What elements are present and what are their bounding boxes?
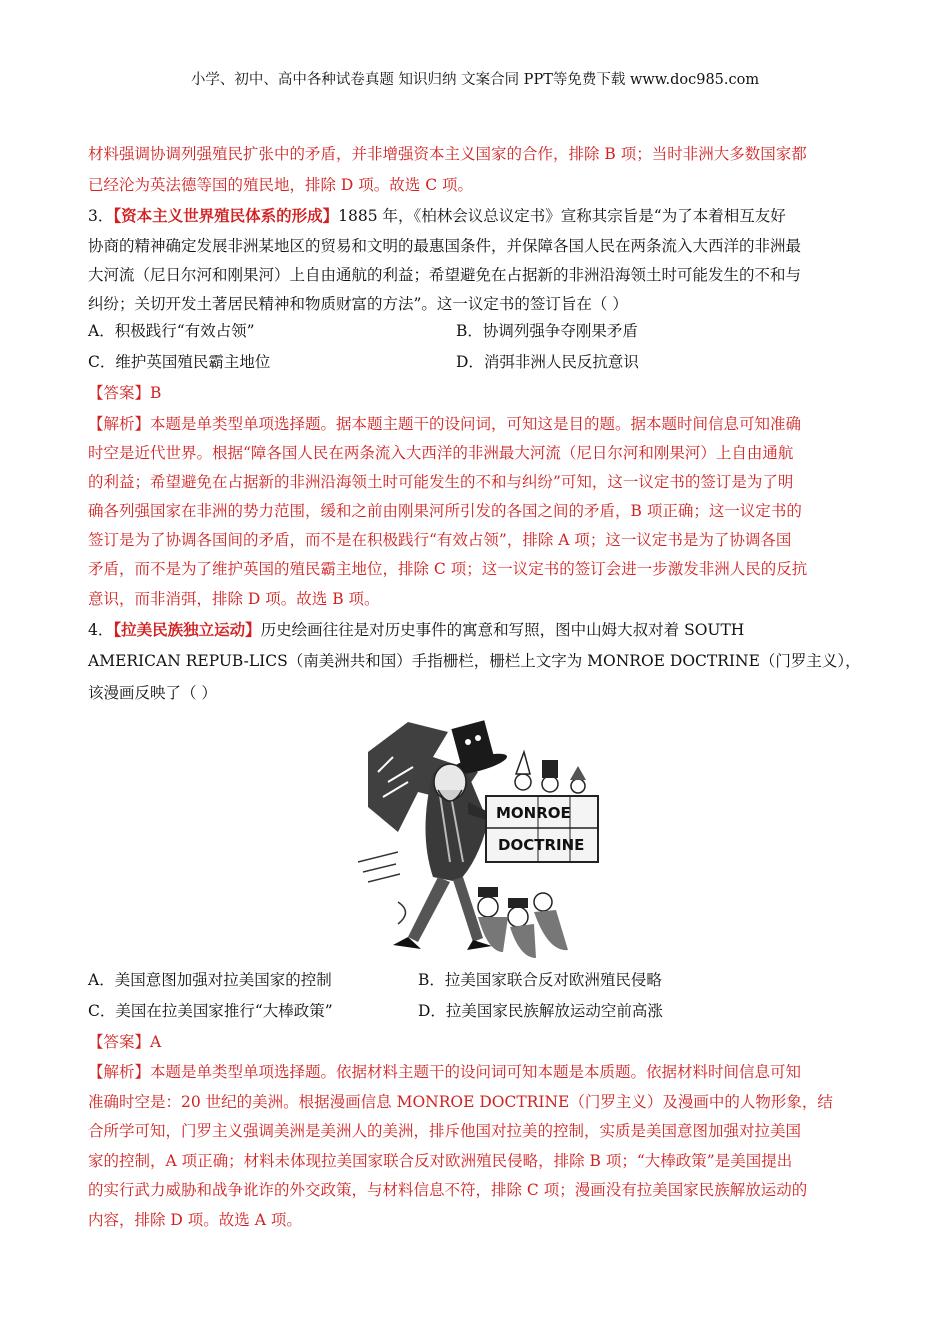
q4-topic-tag: 【拉美民族独立运动】 — [113, 621, 261, 639]
q3-option-c: C．维护英国殖民霸主地位 — [88, 353, 271, 371]
monroe-doctrine-cartoon — [338, 712, 600, 958]
q3-stem-line-1 — [88, 206, 786, 226]
q4-option-b: B．拉美国家联合反对欧洲殖民侵略 — [418, 971, 662, 989]
page-header: 小学、初中、高中各种试卷真题 知识归纳 文案合同 PPT等免费下载 www.doc985.com — [190, 72, 760, 88]
q4-analysis-line-3: 合所学可知，门罗主义强调美洲是美洲人的美洲，排斥他国对拉美的控制，实质是美国意图加强对拉美国 — [88, 1122, 802, 1140]
q3-analysis-line-6: 矛盾，而不是为了维护英国的殖民霸主地位，排除 C 项；这一议定书的签订会进一步激发非洲人民的反抗 — [88, 560, 808, 578]
q3-stem-line-2: 协商的精神确定发展非洲某地区的贸易和文明的最惠国条件，并保障各国人民在两条流入大西洋的非洲最 — [88, 237, 802, 255]
q4-number: 4． — [88, 621, 114, 639]
q3-option-b: B．协调列强争夺刚果矛盾 — [456, 322, 638, 340]
q3-analysis-line-5: 签订是为了协调各国间的矛盾，而不是在积极践行“有效占领”，排除 A 项；这一议定书是为了协调各国 — [88, 531, 792, 549]
q4-stem-line-2: AMERICAN REPUB-LICS（南美洲共和国）手指栅栏，栅栏上文字为 MONROE DOCTRINE（门罗主义）， — [88, 652, 861, 670]
q3-stem-line-4: 纠纷；关切开发土著居民精神和物质财富的方法”。这一议定书的签订旨在（ ） — [88, 295, 628, 313]
q4-stem-text-1: 历史绘画往往是对历史事件的寓意和写照，图中山姆大叔对着 SOUTH — [260, 621, 745, 639]
fence-sign-line-2: DOCTRINE — [498, 836, 585, 854]
intro-line-1: 材料强调协调列强殖民扩张中的矛盾，并非增强资本主义国家的合作，排除 B 项；当时非洲大多数国家都 — [88, 145, 807, 163]
q3-stem-text-1: 1885 年，《柏林会议总议定书》宣称其宗旨是“为了本着相互友好 — [338, 207, 786, 225]
q4-option-c: C．美国在拉美国家推行“大棒政策” — [88, 1002, 333, 1020]
q4-stem-line-3: 该漫画反映了（ ） — [88, 684, 217, 702]
q4-analysis-line-4: 家的控制，A 项正确；材料未体现拉美国家联合反对欧洲殖民侵略，排除 B 项；“大棒政策”是美国提出 — [88, 1152, 793, 1170]
q3-analysis-line-4: 确各列强国家在非洲的势力范围，缓和之前由刚果河所引发的各国之间的矛盾，B 项正确；这一议定书的 — [88, 502, 802, 520]
fence-sign-line-1: MONROE — [496, 804, 571, 822]
q4-analysis-line-6: 内容，排除 D 项。故选 A 项。 — [88, 1211, 302, 1229]
q4-analysis-line-1: 【解析】本题是单类型单项选择题。依据材料主题干的设问词可知本题是本质题。依据材料时间信息可知 — [88, 1063, 802, 1081]
q3-analysis-line-7: 意识，而非消弭，排除 D 项。故选 B 项。 — [88, 590, 380, 608]
q3-option-a: A．积极践行“有效占领” — [88, 322, 255, 340]
q3-topic-tag: 【资本主义世界殖民体系的形成】 — [113, 207, 339, 225]
q3-option-d: D．消弭非洲人民反抗意识 — [456, 353, 639, 371]
q4-analysis-line-5: 的实行武力威胁和战争讹诈的外交政策，与材料信息不符，排除 C 项；漫画没有拉美国家民族解放运动的 — [88, 1181, 808, 1199]
q3-stem-line-3: 大河流（尼日尔河和刚果河）上自由通航的利益；希望避免在占据新的非洲沿海领土时可能发生的不和与 — [88, 266, 802, 284]
q3-number: 3． — [88, 207, 114, 225]
q4-analysis-line-2: 准确时空是：20 世纪的美洲。根据漫画信息 MONROE DOCTRINE（门罗主义）及漫画中的人物形象，结 — [88, 1093, 833, 1111]
q4-option-a: A．美国意图加强对拉美国家的控制 — [88, 971, 332, 989]
intro-line-2: 已经沦为英法德等国的殖民地，排除 D 项。故选 C 项。 — [88, 176, 473, 194]
q4-stem-line-1 — [88, 620, 744, 640]
q3-analysis-line-3: 的利益；希望避免在占据新的非洲沿海领土时可能发生的不和与纠纷”可知，这一议定书的签订是为了明 — [88, 473, 794, 491]
q3-analysis-line-1: 【解析】本题是单类型单项选择题。据本题主题干的设问词，可知这是目的题。据本题时间信息可知准确 — [88, 415, 802, 433]
q4-option-d: D．拉美国家民族解放运动空前高涨 — [418, 1002, 663, 1020]
q3-answer: 【答案】B — [88, 384, 162, 402]
q3-analysis-line-2: 时空是近代世界。根据“障各国人民在两条流入大西洋的非洲最大河流（尼日尔河和刚果河）上自由通航 — [88, 444, 794, 462]
q4-answer: 【答案】A — [88, 1033, 162, 1051]
